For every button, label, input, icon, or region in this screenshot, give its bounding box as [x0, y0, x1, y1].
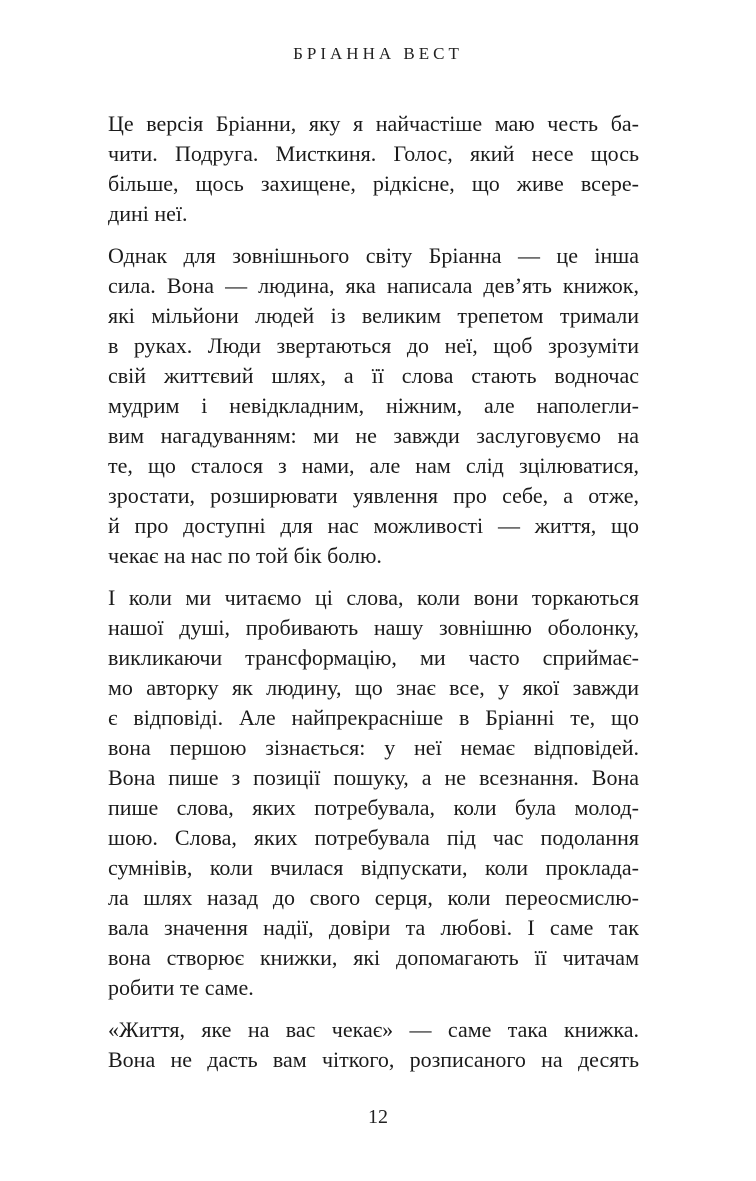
text-line: Вона пише з позиції пошуку, а не всезнання. Вона: [108, 765, 639, 790]
text-line: пише слова, яких потребувала, коли була молод-: [108, 795, 639, 820]
text-line: вим нагадуванням: ми не завжди заслуговуємо на: [108, 423, 639, 448]
text-line: більше, щось захищене, рідкісне, що живе всере-: [108, 171, 639, 196]
running-header: БРІАННА ВЕСТ: [293, 44, 463, 63]
text-line: «Життя, яке на вас чекає» — саме така книжка.: [108, 1017, 639, 1042]
text-line: нашої душі, пробивають нашу зовнішню оболонку,: [108, 615, 639, 640]
text-line: Вона не дасть вам чіткого, розписаного на десять: [108, 1047, 639, 1072]
paragraph: [108, 1015, 639, 1075]
body-text: [108, 109, 639, 1075]
page-number: 12: [368, 1106, 388, 1128]
text-line: й про доступні для нас можливості — життя, що: [108, 513, 639, 538]
text-line: вона створює книжки, які допомагають її читачам: [108, 945, 639, 970]
paragraph: [108, 109, 639, 229]
text-line: викликаючи трансформацію, ми часто сприймає-: [108, 645, 639, 670]
text-line: свій життєвий шлях, а її слова стають водночас: [108, 363, 639, 388]
text-line: зростати, розширювати уявлення про себе, а отже,: [108, 483, 639, 508]
paragraph: [108, 241, 639, 571]
text-line: дині неї.: [108, 201, 188, 226]
text-line: Це версія Бріанни, яку я найчастіше маю честь ба-: [108, 111, 639, 136]
text-line: чекає на нас по той бік болю.: [108, 543, 382, 568]
text-line: те, що сталося з нами, але нам слід зцілюватися,: [108, 453, 639, 478]
text-line: сумнівів, коли вчилася відпускати, коли проклада-: [108, 855, 639, 880]
text-line: чити. Подруга. Мисткиня. Голос, який несе щось: [108, 141, 639, 166]
text-line: шою. Слова, яких потребувала під час подолання: [108, 825, 639, 850]
text-line: сила. Вона — людина, яка написала дев’ять книжок,: [108, 273, 639, 298]
text-line: І коли ми читаємо ці слова, коли вони торкаються: [108, 585, 639, 610]
text-line: Однак для зовнішнього світу Бріанна — це інша: [108, 243, 639, 268]
text-line: вона першою зізнається: у неї немає відповідей.: [108, 735, 639, 760]
text-line: ла шлях назад до свого серця, коли переосмислю-: [108, 885, 639, 910]
text-line: які мільйони людей із великим трепетом тримали: [108, 303, 639, 328]
text-line: мо авторку як людину, що знає все, у якої завжди: [108, 675, 639, 700]
paragraph: [108, 583, 639, 1003]
text-line: є відповіді. Але найпрекрасніше в Бріанні те, що: [108, 705, 639, 730]
text-line: в руках. Люди звертаються до неї, щоб зрозуміти: [108, 333, 639, 358]
text-line: вала значення надії, довіри та любові. І саме так: [108, 915, 639, 940]
text-line: робити те саме.: [108, 975, 254, 1000]
text-line: мудрим і невідкладним, ніжним, але наполегли-: [108, 393, 639, 418]
